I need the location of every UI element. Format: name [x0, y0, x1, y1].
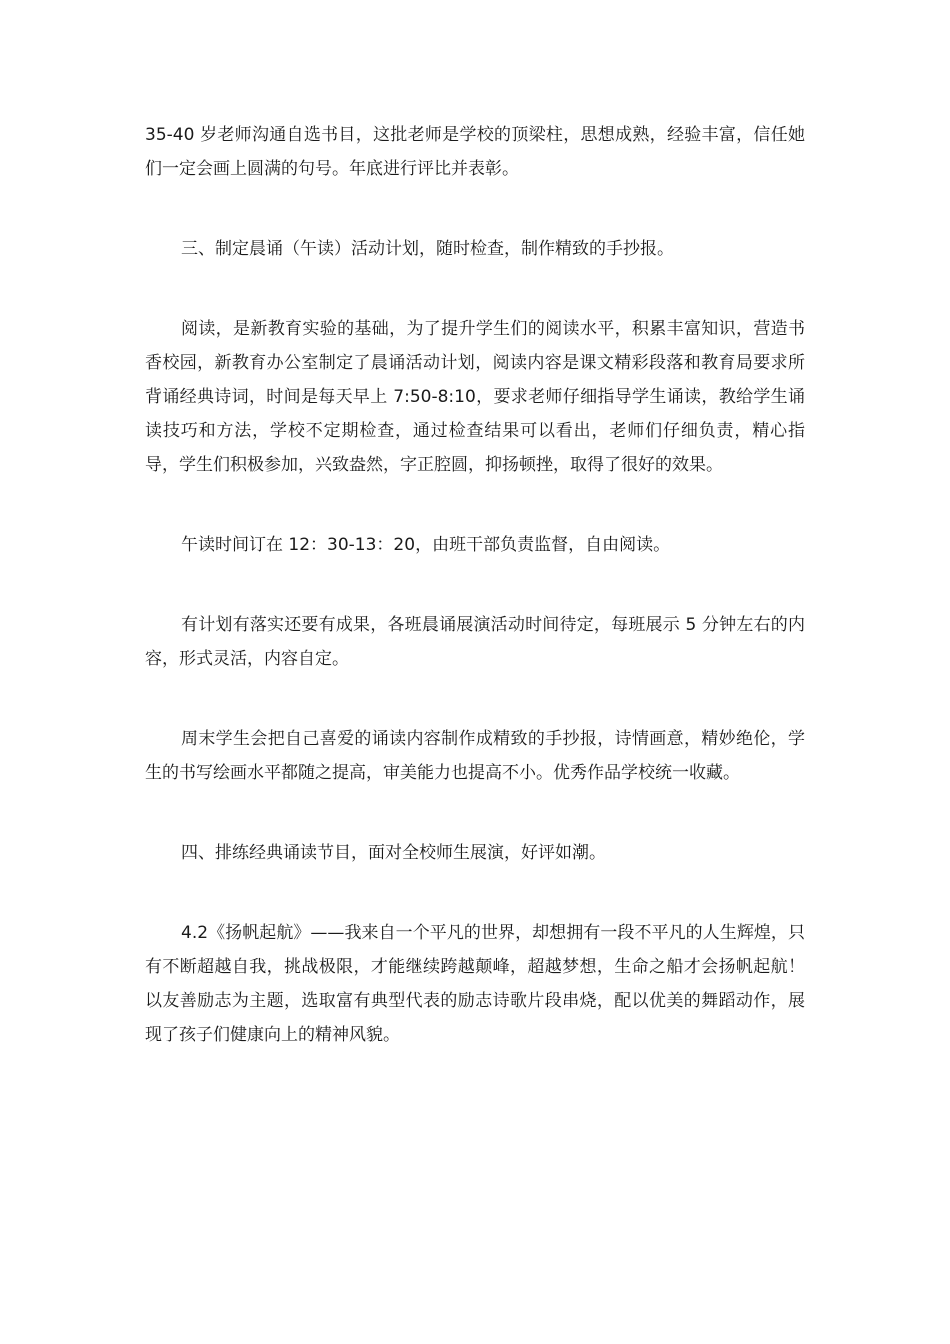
paragraph-noon-reading: 午读时间订在 12：30-13：20，由班干部负责监督，自由阅读。 [181, 535, 671, 555]
paragraph-continuation: 35-40 岁老师沟通自选书目，这批老师是学校的顶梁柱，思想成熟，经验丰富，信任她们一定会画上圆满的句号。年底进行评比并表彰。 [145, 125, 805, 179]
section-heading-4: 四、排练经典诵读节目，面对全校师生展演，好评如潮。 [181, 843, 606, 863]
paragraph-program: 4.2《扬帆起航》——我来自一个平凡的世界，却想拥有一段不平凡的人生辉煌，只有不断超越自我，挑战极限，才能继续跨越颠峰，超越梦想，生命之船才会扬帆起航！以友善励志为主题，选取富有典型代表的励志诗歌片段串烧，配以优美的舞蹈动作，展现了孩子们健康向上的精神风貌。 [145, 923, 805, 1045]
paragraph-handcopy: 周末学生会把自己喜爱的诵读内容制作成精致的手抄报，诗情画意，精妙绝伦，学生的书写绘画水平都随之提高，审美能力也提高不小。优秀作品学校统一收藏。 [145, 729, 805, 783]
document-body [145, 118, 805, 1098]
paragraph-results: 有计划有落实还要有成果，各班晨诵展演活动时间待定，每班展示 5 分钟左右的内容，形式灵活，内容自定。 [145, 615, 805, 669]
paragraph-reading: 阅读，是新教育实验的基础，为了提升学生们的阅读水平，积累丰富知识，营造书香校园，新教育办公室制定了晨诵活动计划，阅读内容是课文精彩段落和教育局要求所背诵经典诗词，时间是每天早上 7:50-8:10，要求老师仔细指导学生诵读，教给学生诵读技巧和方法，学校不定期检查，通过检查结果可以看出，老师们仔细负责，精心指导，学生们积极参加，兴致盎然，字正腔圆，抑扬顿挫，取得了很好的效果。 [145, 319, 805, 475]
section-heading-3: 三、制定晨诵（午读）活动计划，随时检查，制作精致的手抄报。 [181, 239, 674, 259]
